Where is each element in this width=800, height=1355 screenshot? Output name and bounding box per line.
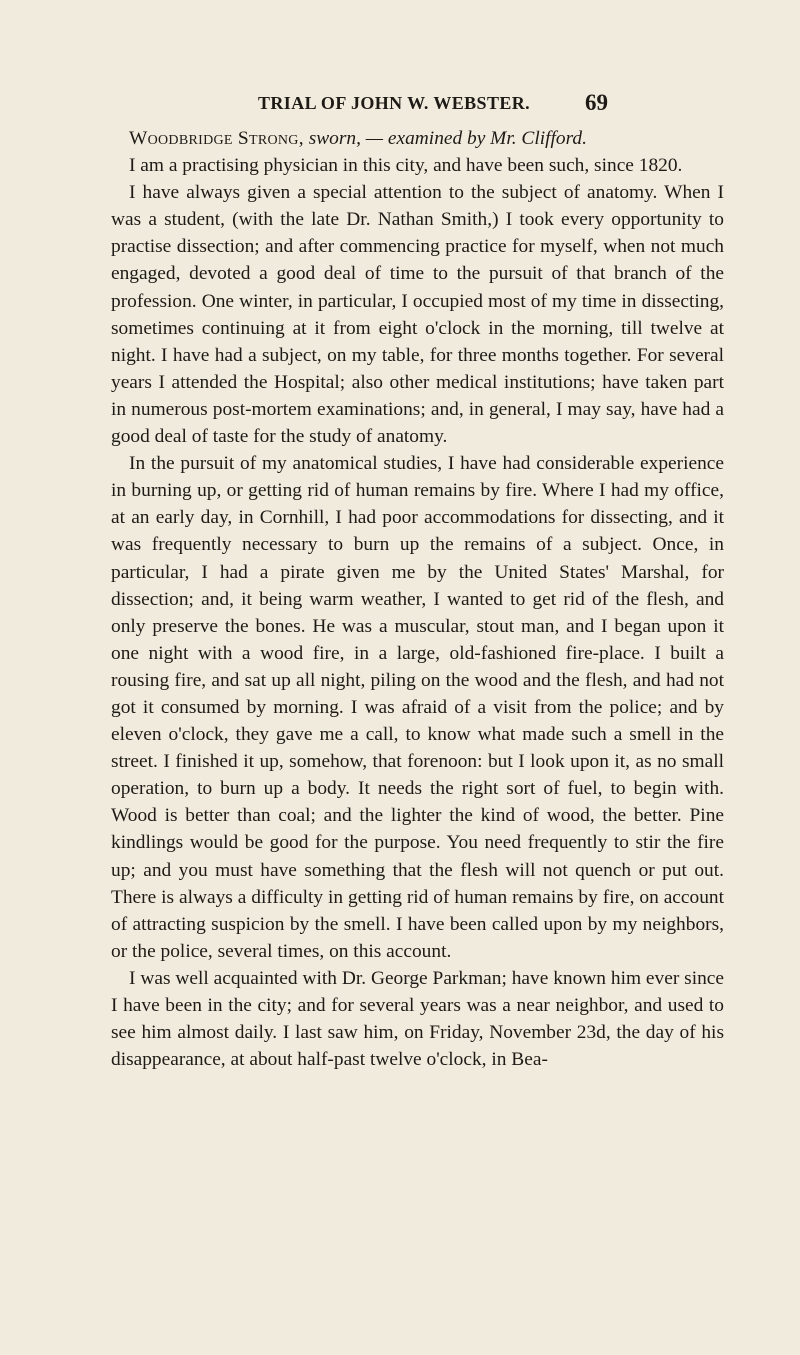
- page-number: 69: [585, 90, 608, 115]
- paragraph: I was well acquainted with Dr. George Parkman; have known him ever since I have been in the city; and for several years was a near neighbor, and used to see him almost daily. I last saw him, on Friday, November 23d, the day of his disappearance, at about half-past twelve o'clock, in Bea-: [111, 967, 724, 1071]
- witness-name: Woodbridge Strong,: [129, 128, 304, 149]
- body-text: [111, 125, 724, 1073]
- running-title: TRIAL OF JOHN W. WEBSTER.: [258, 93, 531, 113]
- sworn-note: sworn, — examined by Mr. Clifford.: [303, 128, 587, 149]
- paragraph: I am a practising physician in this city, and have been such, since 1820.: [129, 155, 683, 177]
- paragraph: I have always given a special attention to the subject of anatomy. When I was a student, (with the late Dr. Nathan Smith,) I took every opportunity to practise dissection; and after commencing practice for myself, when not much engaged, devoted a good deal of time to the pursuit of that branch of the profession. One winter, in particular, I occupied most of my time in dissecting, sometimes continuing at it from eight o'clock in the morning, till twelve at night. I have had a subject, on my table, for three months together. For several years I attended the Hospital; also other medical institutions; have taken part in numerous post-mortem examinations; and, in general, I may say, have had a good deal of taste for the study of anatomy.: [111, 182, 724, 448]
- page-header: [258, 90, 618, 117]
- witness-intro: [111, 125, 724, 152]
- paragraph: In the pursuit of my anatomical studies, I have had considerable experience in burning up, or getting rid of human remains by fire. Where I had my office, at an early day, in Cornhill, I had poor accommodations for dissecting, and it was frequently necessary to burn up the remains of a subject. Once, in particular, I had a pirate given me by the United States' Marshal, for dissection; and, it being warm weather, I wanted to get rid of the flesh, and only preserve the bones. He was a muscular, stout man, and I began upon it one night with a wood fire, in a large, old-fashioned fire-place. I built a rousing fire, and sat up all night, piling on the wood and the flesh, and had not got it consumed by morning. I was afraid of a visit from the police; and by eleven o'clock, they gave me a call, to know what made such a smell in the street. I finished it up, somehow, that forenoon: but I look upon it, as no small operation, to burn up a body. It needs the right sort of fuel, to begin with. Wood is better than coal; and the lighter the kind of wood, the better. Pine kindlings would be good for the purpose. You need frequently to stir the fire up; and you must have something that the flesh will not quench or put out. There is always a difficulty in getting rid of human remains by fire, on account of attracting suspicion by the smell. I have been called upon by my neighbors, or the police, several times, on this account.: [111, 453, 724, 962]
